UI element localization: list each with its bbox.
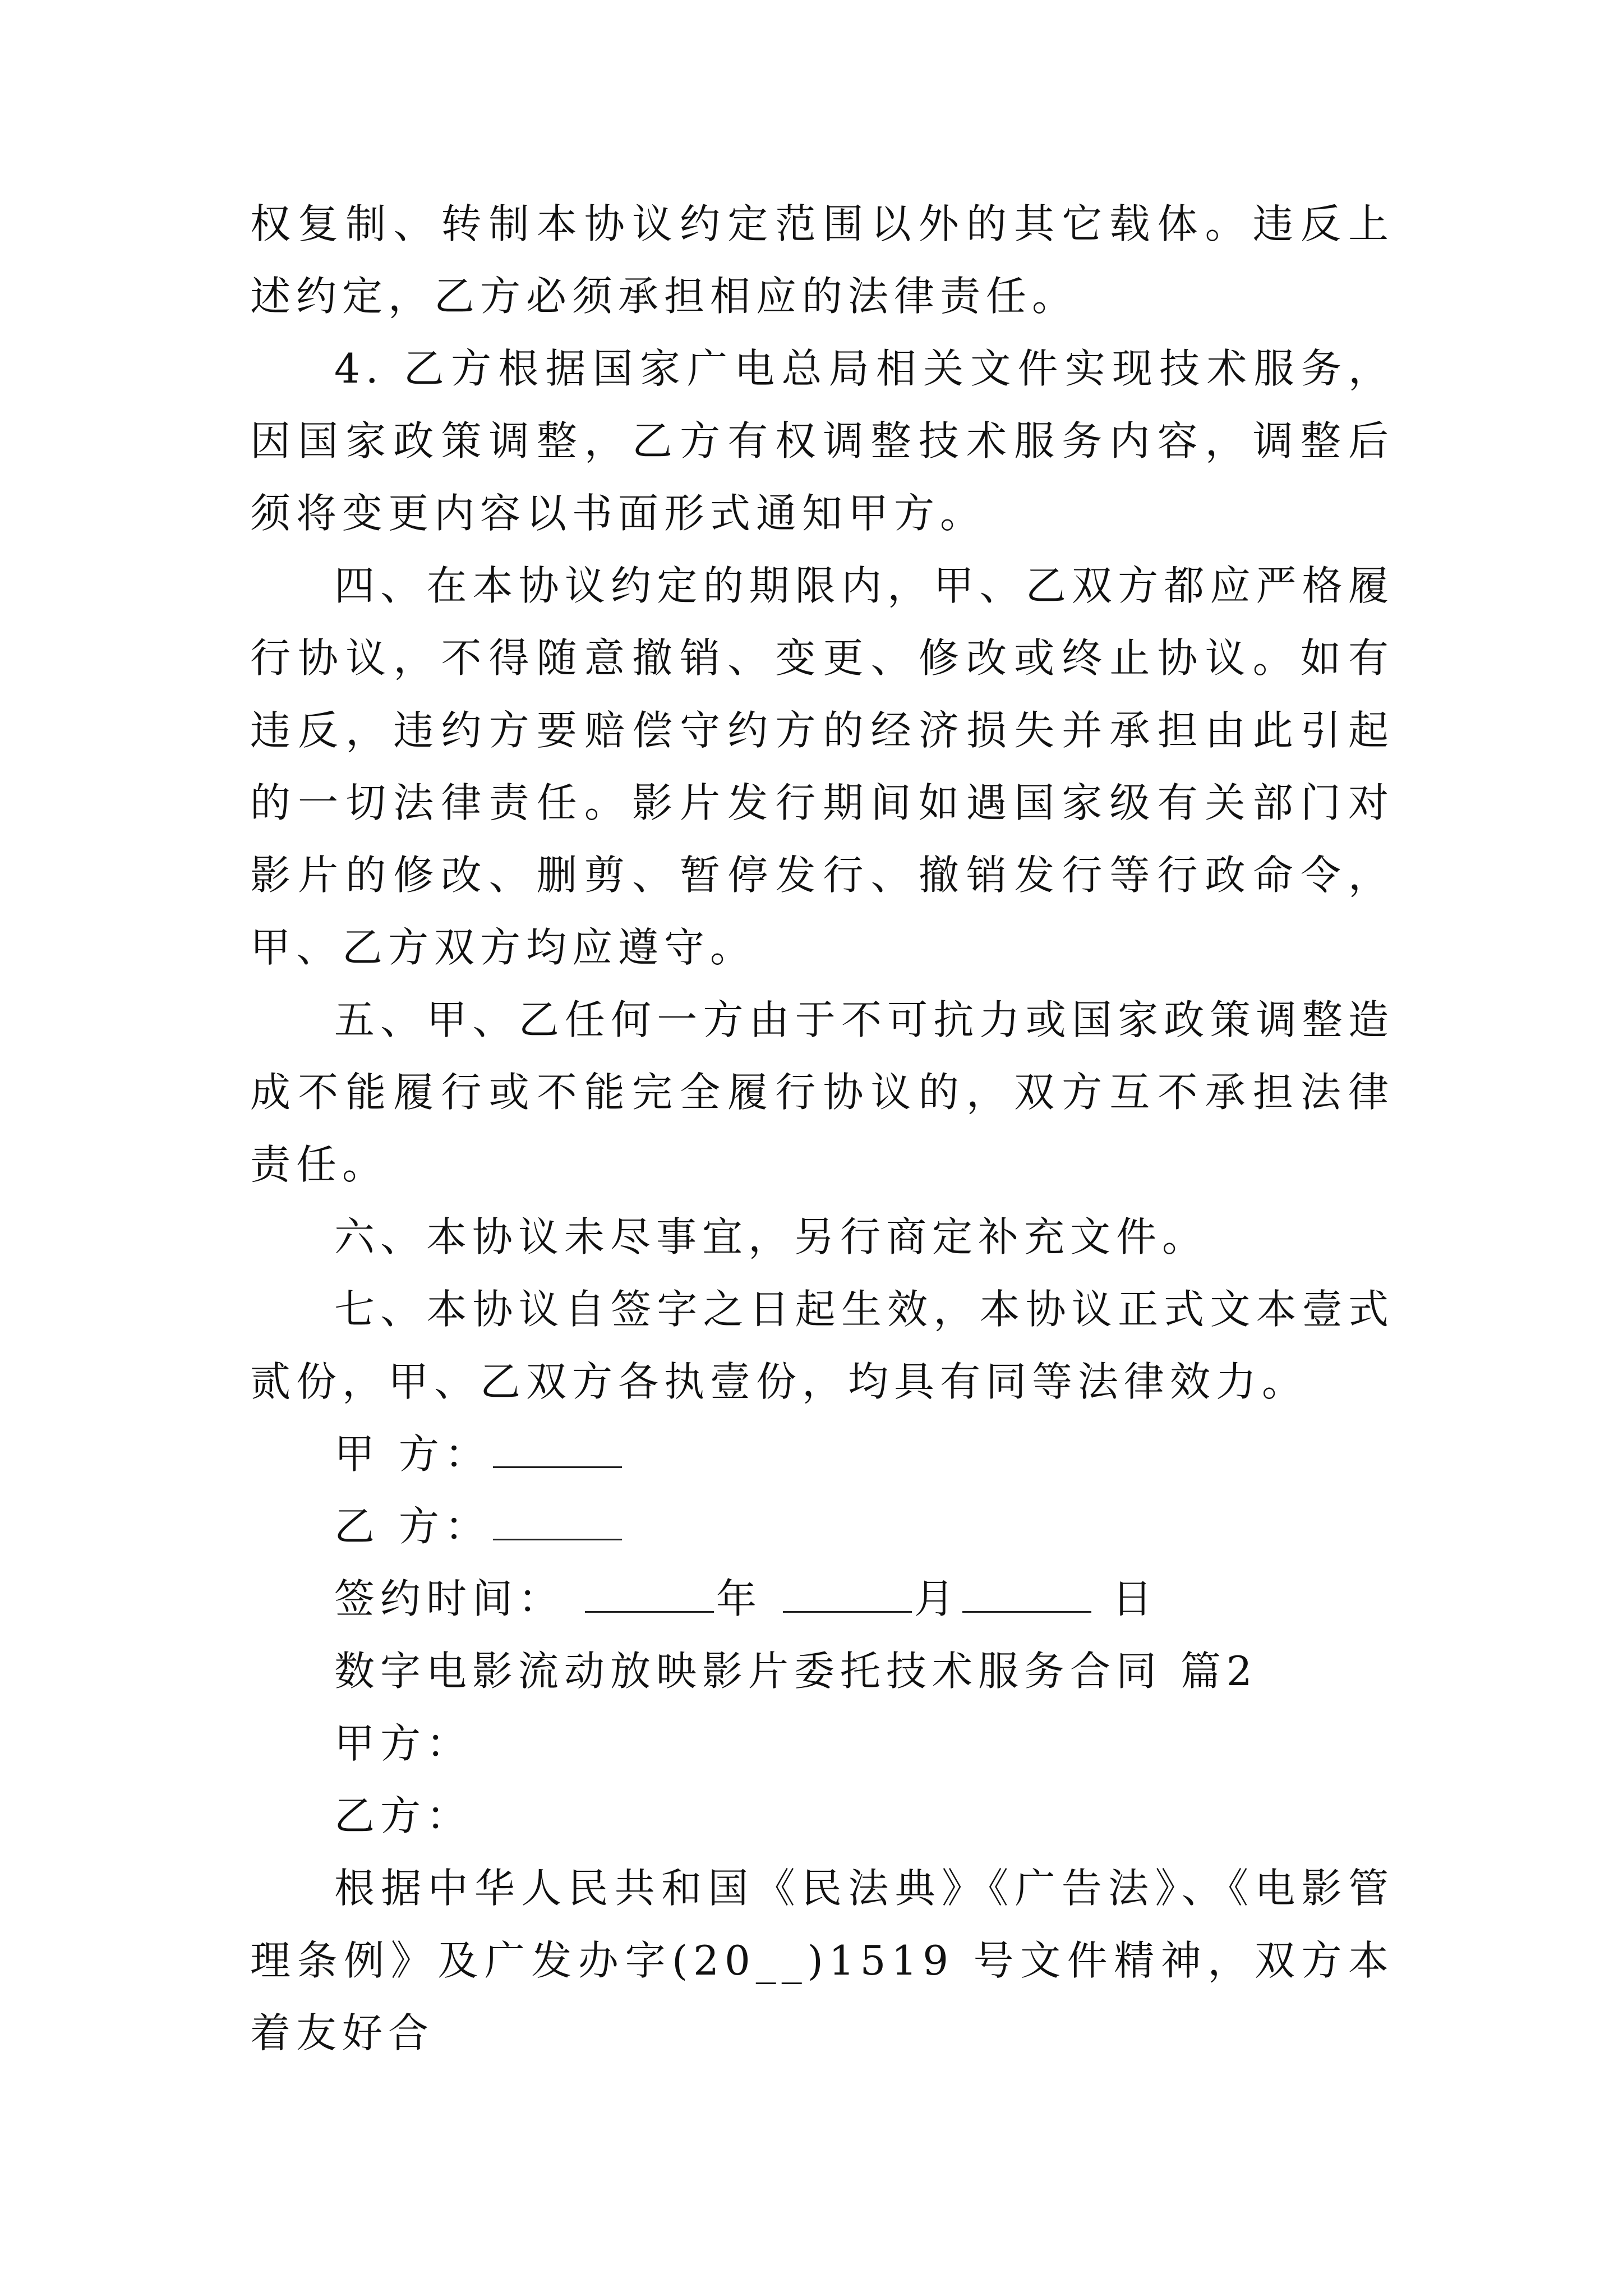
party-b-blank <box>493 1502 622 1540</box>
day-label: 日 <box>1112 1575 1158 1622</box>
paragraph-article-7: 七、本协议自签字之日起生效，本协议正式文本壹式贰份，甲、乙双方各执壹份，均具有同等法律效力。 <box>250 1286 1394 1405</box>
section-2-title: 数字电影流动放映影片委托技术服务合同 篇2 <box>334 1648 1258 1695</box>
party-b-label: 乙 方： <box>334 1503 491 1550</box>
document-body <box>250 188 1394 2069</box>
year-blank <box>585 1574 714 1613</box>
paragraph-article-6: 六、本协议未尽事宜，另行商定补充文件。 <box>334 1213 1209 1260</box>
party-b-signature-line <box>250 1490 1394 1563</box>
signing-date-line <box>250 1563 1394 1635</box>
year-label: 年 <box>716 1575 762 1622</box>
paragraph-clause-4: 4. 乙方根据国家广电总局相关文件实现技术服务，因国家政策调整，乙方有权调整技术服务内容，调整后须将变更内容以书面形式通知甲方。 <box>250 345 1394 537</box>
paragraph-article-5: 五、甲、乙任何一方由于不可抗力或国家政策调整造成不能履行或不能完全履行协议的，双方互不承担法律责任。 <box>250 996 1394 1188</box>
day-blank <box>962 1574 1091 1613</box>
section-2-party-b: 乙方： <box>334 1792 473 1839</box>
section-2-party-a: 甲方： <box>334 1720 473 1767</box>
paragraph-article-4: 四、在本协议约定的期限内，甲、乙双方都应严格履行协议，不得随意撤销、变更、修改或终止协议。如有违反，违约方要赔偿守约方的经济损失并承担由此引起的一切法律责任。影片发行期间如遇国家级有关部门对影片的修改、删剪、暂停发行、撤销发行等行政命令，甲、乙方双方均应遵守。 <box>250 562 1394 971</box>
paragraph-continuation: 权复制、转制本协议约定范围以外的其它载体。违反上述约定，乙方必须承担相应的法律责任。 <box>250 200 1394 320</box>
month-blank <box>783 1574 912 1613</box>
party-a-label: 甲 方： <box>334 1430 491 1478</box>
party-a-blank <box>493 1429 622 1468</box>
month-label: 月 <box>914 1575 960 1622</box>
section-2-intro: 根据中华人民共和国《民法典》《广告法》、《电影管理条例》及广发办字(20__)1519 号文件精神，双方本着友好合 <box>250 1865 1394 2056</box>
party-a-signature-line <box>250 1418 1394 1490</box>
signing-date-label: 签约时间： <box>334 1575 565 1622</box>
